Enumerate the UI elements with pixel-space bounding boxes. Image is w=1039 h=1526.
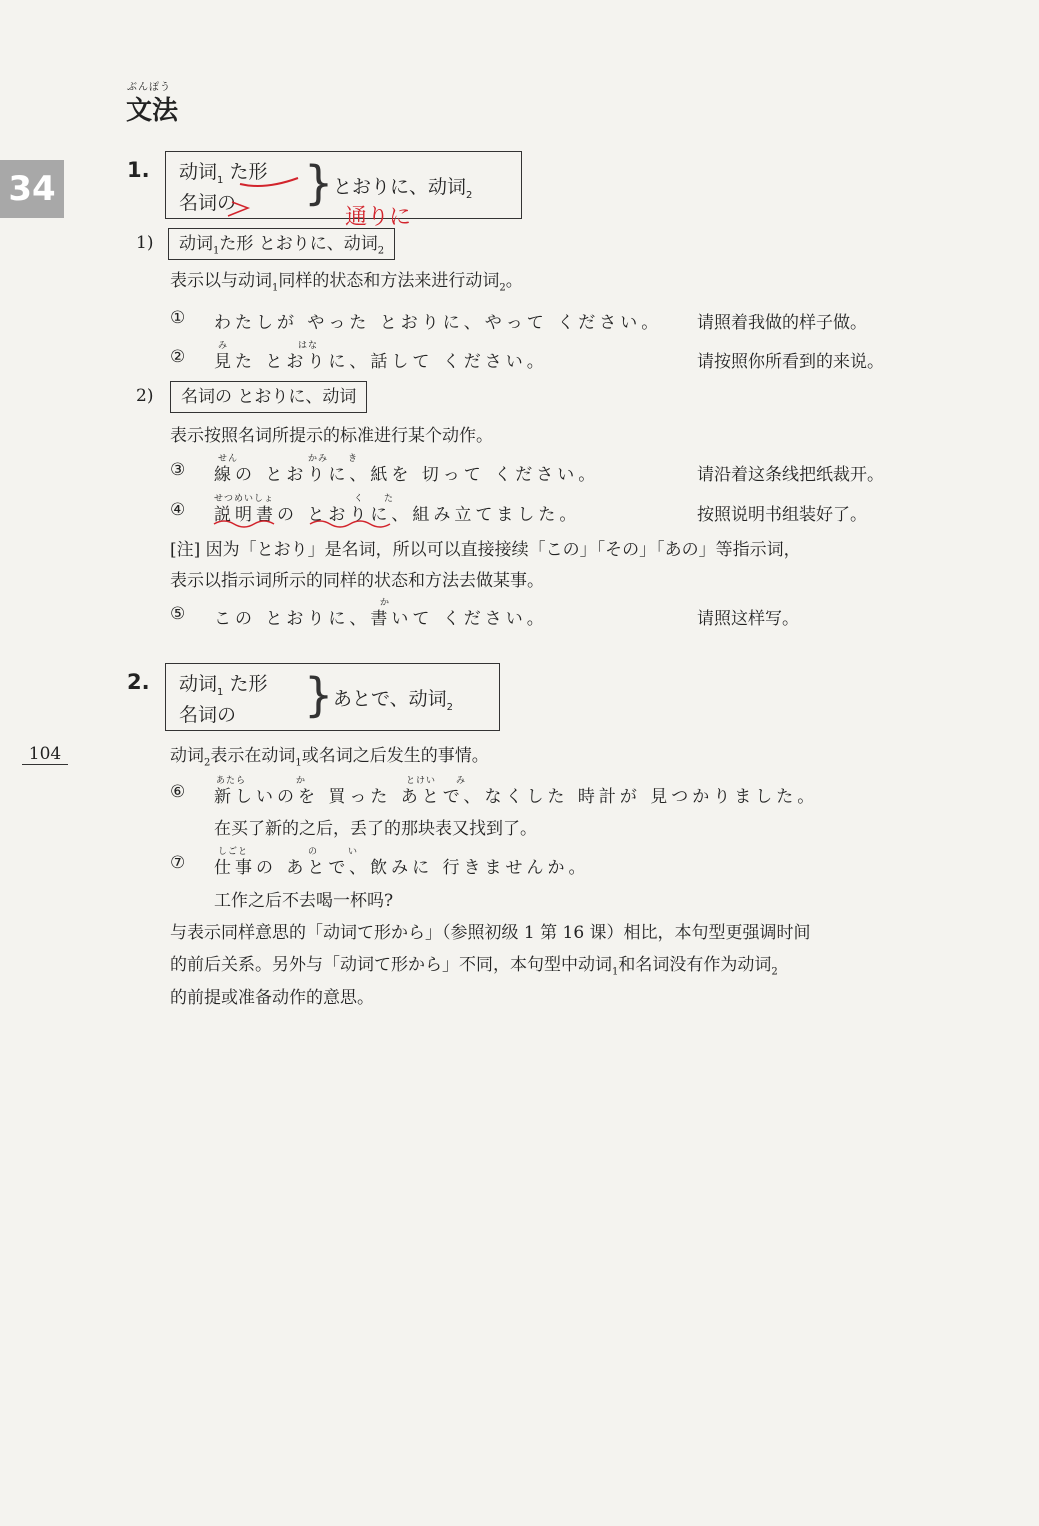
section-2-number: 2. xyxy=(127,670,150,694)
brace-icon: } xyxy=(304,156,334,210)
sub-1-box-sub1: 1 xyxy=(213,245,220,257)
example-6-number: ⑥ xyxy=(170,782,186,802)
red-wavy-underline-mark xyxy=(210,518,410,532)
sub-2-pattern-box: 名词の とおりに、动词 xyxy=(170,381,367,413)
example-4-number: ④ xyxy=(170,500,186,520)
page-title: 文法 xyxy=(126,96,179,126)
exp-end: 。 xyxy=(505,271,523,291)
example-5-japanese: この とおりに、書いて ください。 xyxy=(214,609,548,629)
sub-2-explanation: 表示按照名词所提示的标准进行某个动作。 xyxy=(170,426,493,446)
example-6-japanese: 新しいのを 買った あとで、なくした 時計が 見つかりました。 xyxy=(214,787,819,807)
example-1-number: ① xyxy=(170,308,186,328)
sub-2-label: 2) xyxy=(136,386,154,406)
s2-exp-sub1: 2 xyxy=(204,757,211,769)
note-line-1: [注] 因为「とおり」是名词，所以可以直接接续「この」「その」「あの」等指示词， xyxy=(170,540,801,560)
pattern-result-text: とおりに、动词 xyxy=(333,176,467,198)
example-6-ruby: あたら か とけい み xyxy=(216,776,467,786)
example-5-number: ⑤ xyxy=(170,604,186,624)
pattern-2-verb: 动词 xyxy=(179,673,218,695)
sub-1-box-sub2: 2 xyxy=(377,245,385,257)
pattern-2-result-text: あとで、动词 xyxy=(333,688,447,710)
pattern-2-line-2: 名词の xyxy=(179,704,237,726)
section-2-pattern-box xyxy=(165,663,500,731)
para-2-sub1: 1 xyxy=(612,966,619,978)
exp-sub2: 2 xyxy=(499,282,506,294)
s2-exp-a: 动词 xyxy=(170,746,204,766)
example-7-chinese: 工作之后不去喝一杯吗? xyxy=(214,891,394,911)
example-5-chinese: 请照这样写。 xyxy=(697,609,799,629)
sub-1-pattern-box xyxy=(168,228,395,260)
para-2-a: 的前后关系。另外与「动词て形から」不同，本句型中动词 xyxy=(170,955,612,975)
pattern-2-result xyxy=(333,684,453,713)
handwritten-note: 通りに xyxy=(345,205,412,230)
exp-sub1: 1 xyxy=(272,282,279,294)
example-4-ruby: せつめいしょ く た xyxy=(214,494,395,504)
example-4-japanese: 説明書の とおりに、組み立てました。 xyxy=(214,505,581,525)
section-1-number: 1. xyxy=(127,158,150,182)
lesson-tab: 34 xyxy=(0,160,64,218)
example-3-number: ③ xyxy=(170,460,186,480)
para-line-1: 与表示同样意思的「动词て形から」（参照初级 1 第 16 课）相比，本句型更强调时间 xyxy=(170,923,811,943)
pattern-2-form: た形 xyxy=(229,673,268,695)
s2-exp-rest: 或名词之后发生的事情。 xyxy=(301,746,489,766)
example-6-chinese: 在买了新的之后，丢了的那块表又找到了。 xyxy=(214,819,537,839)
para-2-mid: 和名词没有作为动词 xyxy=(618,955,772,975)
para-2-sub2: 2 xyxy=(771,966,778,978)
example-7-japanese: 仕事の あとで、飲みに 行きませんか。 xyxy=(214,858,590,878)
sub-1-explanation xyxy=(170,266,523,293)
pattern-2-line-1 xyxy=(179,669,267,698)
example-7-ruby: しごと の い xyxy=(218,847,359,857)
example-2-japanese: 見た とおりに、話して ください。 xyxy=(214,352,548,372)
example-7-number: ⑦ xyxy=(170,853,186,873)
example-2-ruby: み はな xyxy=(218,341,319,351)
example-3-chinese: 请沿着这条线把纸裁开。 xyxy=(697,465,884,485)
pattern-sub: 1 xyxy=(217,174,224,186)
exp-b: 同样的状态和方法来进行动词 xyxy=(278,271,500,291)
para-line-2 xyxy=(170,950,778,977)
section-2-explanation xyxy=(170,741,489,768)
pattern-line-2: 名词の xyxy=(179,192,237,214)
s2-exp-mid: 表示在动词 xyxy=(210,746,296,766)
example-2-number: ② xyxy=(170,347,186,367)
note-line-2: 表示以指示词所示的同样的状态和方法去做某事。 xyxy=(170,571,544,591)
pattern-result xyxy=(333,172,472,201)
example-1-japanese: わたしが やった とおりに、やって ください。 xyxy=(214,313,663,333)
sub-1-box-verb: 动词 xyxy=(179,234,213,254)
pattern-result-sub: 2 xyxy=(466,189,473,201)
s2-exp-sub2: 1 xyxy=(295,757,302,769)
example-2-chinese: 请按照你所看到的来说。 xyxy=(697,352,884,372)
section-1-pattern-box xyxy=(165,151,522,219)
example-1-chinese: 请照着我做的样子做。 xyxy=(697,313,867,333)
red-underline-mark xyxy=(220,170,310,220)
para-line-3: 的前提或准备动作的意思。 xyxy=(170,988,374,1008)
pattern-2-sub: 1 xyxy=(217,686,224,698)
example-5-ruby: か xyxy=(380,598,391,608)
pattern-verb: 动词 xyxy=(179,161,218,183)
example-3-ruby: せん かみ き xyxy=(218,454,359,464)
example-4-chinese: 按照说明书组装好了。 xyxy=(697,505,867,525)
pattern-2-result-sub: 2 xyxy=(446,701,453,713)
page-number: 104 xyxy=(22,744,68,765)
exp-a: 表示以与动词 xyxy=(170,271,272,291)
brace-icon: } xyxy=(304,668,334,722)
sub-1-box-rest: た形 とおりに、动词 xyxy=(219,234,378,254)
title-ruby: ぶんぽう xyxy=(127,82,171,93)
sub-1-label: 1) xyxy=(136,233,154,253)
example-3-japanese: 線の とおりに、紙を 切って ください。 xyxy=(214,465,600,485)
pattern-form: た形 xyxy=(229,161,268,183)
